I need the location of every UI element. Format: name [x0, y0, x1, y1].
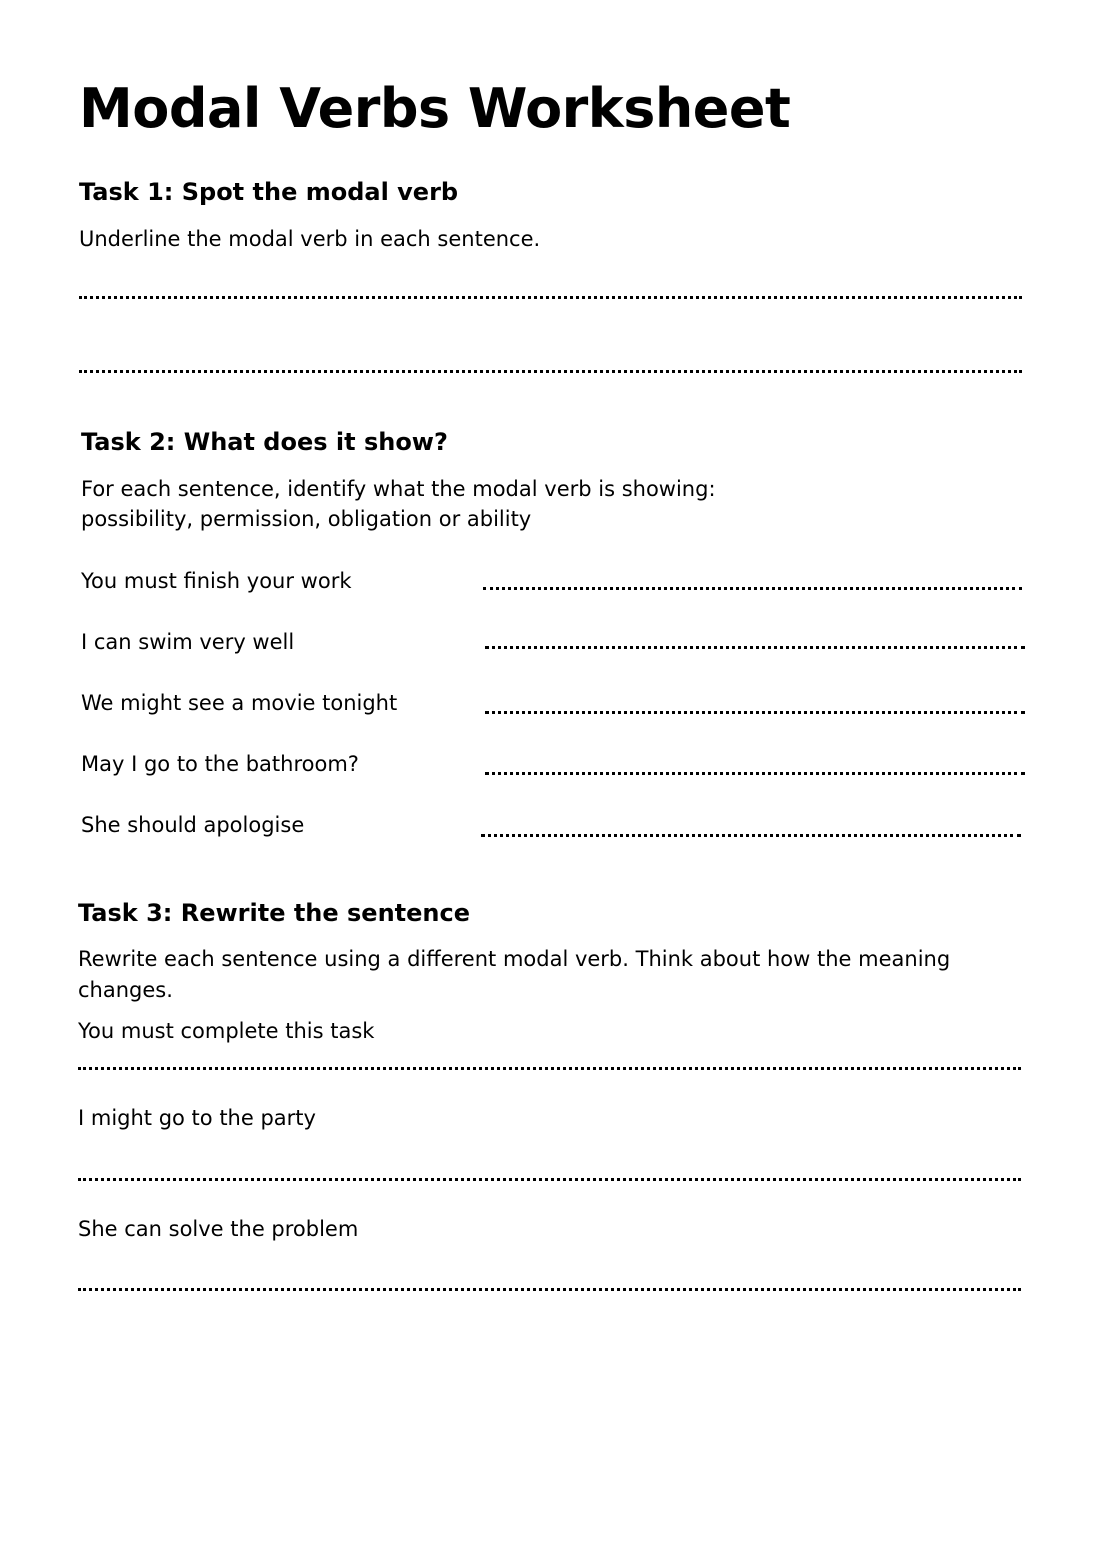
task2-sentence: You must finish your work [81, 569, 352, 593]
task2-instruction-line-2: possibility, permission, obligation or ability [81, 507, 532, 531]
task3-instruction-line-2: changes. [78, 978, 173, 1002]
task3-heading: Task 3: Rewrite the sentence [78, 899, 471, 927]
task2-heading: Task 2: What does it show? [81, 428, 448, 456]
task2-answer-line[interactable] [481, 834, 1021, 837]
task2-answer-line[interactable] [485, 711, 1025, 714]
task3-answer-line[interactable] [78, 1067, 1021, 1070]
task2-answer-line[interactable] [485, 772, 1025, 775]
task3-answer-line[interactable] [78, 1178, 1021, 1181]
task3-answer-line[interactable] [78, 1288, 1021, 1291]
page-title: Modal Verbs Worksheet [79, 77, 791, 140]
task3-instruction-line-1: Rewrite each sentence using a different modal verb. Think about how the meaning [78, 947, 951, 971]
task2-sentence: May I go to the bathroom? [81, 752, 359, 776]
task2-answer-line[interactable] [483, 587, 1022, 590]
task1-answer-line-1[interactable] [79, 296, 1022, 299]
task3-sentence: You must complete this task [78, 1019, 375, 1043]
task1-heading: Task 1: Spot the modal verb [79, 178, 459, 206]
task3-sentence: I might go to the party [78, 1106, 316, 1130]
task2-instruction-line-1: For each sentence, identify what the modal verb is showing: [81, 477, 716, 501]
task2-sentence: I can swim very well [81, 630, 295, 654]
task3-sentence: She can solve the problem [78, 1217, 359, 1241]
task1-answer-line-2[interactable] [79, 370, 1022, 373]
task2-sentence: We might see a movie tonight [81, 691, 398, 715]
task2-sentence: She should apologise [81, 813, 305, 837]
task1-instruction: Underline the modal verb in each sentence. [79, 227, 541, 251]
task2-answer-line[interactable] [485, 646, 1025, 649]
